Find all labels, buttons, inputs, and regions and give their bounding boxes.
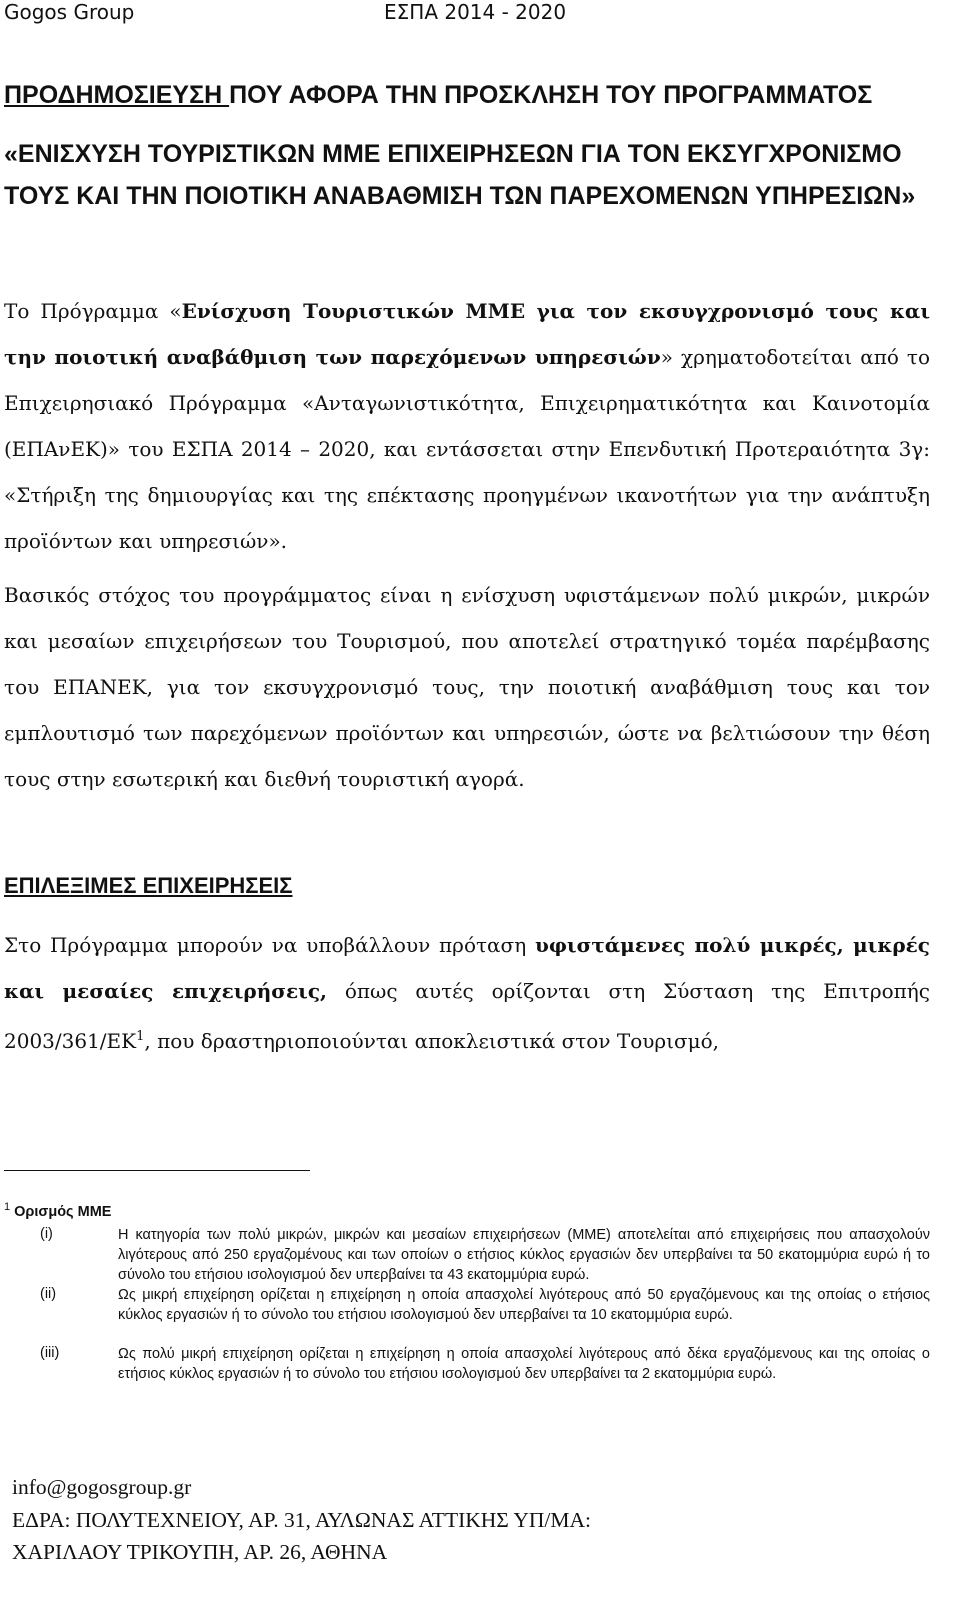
footnote-item-text: Ως μικρή επιχείρηση ορίζεται η επιχείρηση η οποία απασχολεί λιγότερους από 50 εργαζόμενους και της οποίας ο ετήσιος κύκλος εργασιών ή το σύνολο του ετήσιου ισολογισμού δεν υπερβαίνει τα 10 εκατομμύρια ευρώ. xyxy=(118,1287,930,1323)
footnote-item-text: Ως πολύ μικρή επιχείρηση ορίζεται η επιχείρηση η οποία απασχολεί λιγότερους από δέκα εργαζόμενους και της οποίας ο ετήσιος κύκλος εργασιών ή το σύνολο του ετήσιου ισολογισμού δεν υπερβαίνει τα 2 εκατομμύρια ευρώ. xyxy=(118,1346,930,1382)
section-title: ΕΠΙΛΕΞΙΜΕΣ ΕΠΙΧΕΙΡΗΣΕΙΣ xyxy=(4,873,293,898)
header-program: ΕΣΠΑ 2014 - 2020 xyxy=(384,0,567,24)
eligible-text-start: Στο Πρόγραμμα μπορούν να υποβάλλουν πρόταση xyxy=(4,933,535,957)
footnote-item-num: (ii) xyxy=(40,1286,57,1302)
eligible-text-end: , που δραστηριοποιούνται αποκλειστικά στον Τουρισμό, xyxy=(144,1029,720,1053)
intro-text-end: » χρηματοδοτείται από το Επιχειρησιακό Πρόγραμμα «Ανταγωνιστικότητα, Επιχειρηματικότητα και Καινοτομία (ΕΠΑνΕΚ)» του ΕΣΠΑ 2014 – 2020, και εντάσσεται στην Επενδυτική Προτεραιότητα 3γ: «Στήριξη της δημιουργίας και της επέκτασης προηγμένων ικανοτήτων για την ανάπτυξη προϊόντων και υπηρεσιών». xyxy=(4,345,930,553)
eligible-bold: υφιστάμενες πολύ μικρές, μικρές και μεσαίες επιχειρήσεις, xyxy=(4,933,930,1003)
footnote-item-num: (i) xyxy=(40,1226,53,1242)
goal-paragraph: Βασικός στόχος του προγράμματος είναι η ενίσχυση υφιστάμενων πολύ μικρών, μικρών και μεσαίων επιχειρήσεων του Τουρισμού, που αποτελεί στρατηγικό τομέα παρέμβασης του ΕΠΑΝΕΚ, για τον εκσυγχρονισμό τους, την ποιοτική αναβάθμιση τους και τον εμπλουτισμό των παρεχόμενων προϊόντων και υπηρεσιών, ώστε να βελτιώσουν την θέση τους στην εσωτερική και διεθνή τουριστική αγορά. xyxy=(4,583,930,791)
footnote-separator xyxy=(4,1170,310,1171)
title-line-1-rest: ΠΟΥ ΑΦΟΡΑ ΤΗΝ ΠΡΟΣΚΛΗΣΗ ΤΟΥ ΠΡΟΓΡΑΜΜΑΤΟΣ xyxy=(229,81,873,109)
program-name-bold: Ενίσχυση Τουριστικών ΜΜΕ για τον εκσυγχρονισμό τους και την ποιοτική αναβάθμιση των παρεχόμενων υπηρεσιών xyxy=(4,299,931,369)
footnote-item-num: (iii) xyxy=(40,1345,60,1361)
footnote-heading-text: Ορισμός ΜΜΕ xyxy=(14,1204,112,1220)
title-line-3: ΤΟΥΣ ΚΑΙ ΤΗΝ ΠΟΙΟΤΙΚΗ ΑΝΑΒΑΘΜΙΣΗ ΤΩΝ ΠΑΡΕΧΟΜΕΝΩΝ ΥΠΗΡΕΣΙΩΝ» xyxy=(4,182,916,210)
intro-text-start: Το Πρόγραμμα « xyxy=(4,299,182,323)
footer-email[interactable]: info@gogosgroup.gr xyxy=(12,1475,192,1499)
footer-address-line-1: ΕΔΡΑ: ΠΟΛΥΤΕΧΝΕΙΟΥ, ΑΡ. 31, ΑΥΛΩΝΑΣ ΑΤΤΙΚΗΣ ΥΠ/ΜΑ: xyxy=(12,1508,592,1532)
title-underlined-word: ΠΡΟΔΗΜΟΣΙΕΥΣΗ xyxy=(4,81,230,109)
footnote-ref: 1 xyxy=(136,1029,145,1044)
title-line-2: «ΕΝΙΣΧΥΣΗ ΤΟΥΡΙΣΤΙΚΩΝ ΜΜΕ ΕΠΙΧΕΙΡΗΣΕΩΝ ΓΙΑ ΤΟΝ ΕΚΣΥΓΧΡΟΝΙΣΜΟ xyxy=(4,140,902,168)
eligible-paragraph xyxy=(4,922,930,1064)
eligible-text-mid: όπως αυτές ορίζονται στη Σύσταση της Επιτροπής 2003/361/ΕΚ xyxy=(4,979,930,1053)
footnote-item-text: Η κατηγορία των πολύ μικρών, μικρών και μεσαίων επιχειρήσεων (ΜΜΕ) αποτελείται από επιχειρήσεις που απασχολούν λιγότερους από 250 εργαζομένους και των οποίων ο ετήσιος κύκλος εργασιών δεν υπερβαίνει τα 50 εκατομμύρια ευρώ ή το σύνολο του ετήσιου ισολογισμού δεν υπερβαίνει τα 43 εκατομμύρια ευρώ. xyxy=(118,1227,930,1283)
header-company: Gogos Group xyxy=(4,0,135,24)
intro-paragraph xyxy=(4,288,930,564)
title-line-1 xyxy=(4,80,940,110)
footer-address-line-2: ΧΑΡΙΛΑΟΥ ΤΡΙΚΟΥΠΗ, ΑΡ. 26, ΑΘΗΝΑ xyxy=(12,1540,388,1564)
footnote-heading xyxy=(4,1198,111,1223)
footnote-mark: 1 xyxy=(4,1201,11,1213)
